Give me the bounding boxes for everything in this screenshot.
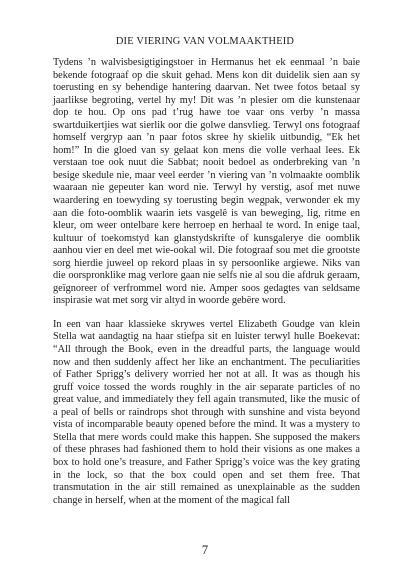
running-head: DIE VIERING VAN VOLMAAKTHEID [115, 36, 295, 47]
page-number: 7 [201, 543, 209, 557]
body-text [53, 57, 360, 507]
paragraph: Tydens ’n walvisbesigtigingstoer in Hermanus het ek eenmaal ’n baie bekende fotograaf op die skuit gehad. Mens kon dit duidelik sien aan sy toerusting en sy behendige hantering daarvan. Net twee fotos betaal sy jaarlikse begroting, vertel hy my! Dit was ’n plesier om die kunstenaar dop te hou. Op ons pad t’rug hawe toe vaar ons verby ’n massa swartduikertjies wat sierlik oor die golwe dansvlieg. Terwyl ons fotograaf homself vergryp aan ’n paar fotos skree hy skielik uitbundig, “Ek het hom!” In die gloed van sy gelaat kon mens die volle verhaal lees. Ek verstaan toe ook nuut die Sabbat; nooit bedoel as onderbreking van ’n besige skedule nie, maar veel eerder ’n viering van ’n volmaakte oomblik waaraan nie gepeuter kan word nie. Terwyl hy verstig, asof met nuwe waardering en toewyding sy toerusting begin wegpak, verwonder ek my aan die foto-oomblik waarin iets vasgelê is van beweging, lig, ritme en kleur, om weer ontelbare kere herroep en herhaal te word. In enige taal, kultuur of toekomstyd kan glanstydskrifte of kunsgalerye die oomblik aanhou vier en deel met wie-ookal wil. Die fotograaf sou met die grootste sorg hierdie juweel op rekord plaas in sy persoonlike argiewe. Niks van die oorspronklike mag verlore gaan nie selfs nie al sou die afdruk geraam, geïgnoreer of verfrommel word nie. Amper soos gedagtes van seldsame inspirasie wat met sorg vir altyd in woorde gebëre word. [53, 57, 360, 307]
paragraph: In een van haar klassieke skrywes vertel Elizabeth Goudge van klein Stella wat aandagtig na haar stiefpa sit en luister terwyl hulle Boekevat: “All through the Book, even in the dreadful parts, the language would now and then suddenly affect her like an enchantment. The peculiarities of Father Sprigg’s delivery worried her not at all. It was as though his gruff voice tossed the words roughly in the air separate particles of no great value, and immediately they fell again transmuted, like the music of a peal of bells or raindrops shot through with sunshine and vista beyond vista of incomparable beauty opened before the mind. It was a mystery to Stella that mere words could make this happen. She supposed the makers of these phrases had fashioned them to hold their visions as one makes a box to hold one’s treasure, and Father Sprigg’s voice was the key grating in the lock, so that the box could open and set them free. That transmutation in the air still remained as unexplainable as the sudden change in herself, when at the moment of the magical fall [53, 318, 360, 506]
